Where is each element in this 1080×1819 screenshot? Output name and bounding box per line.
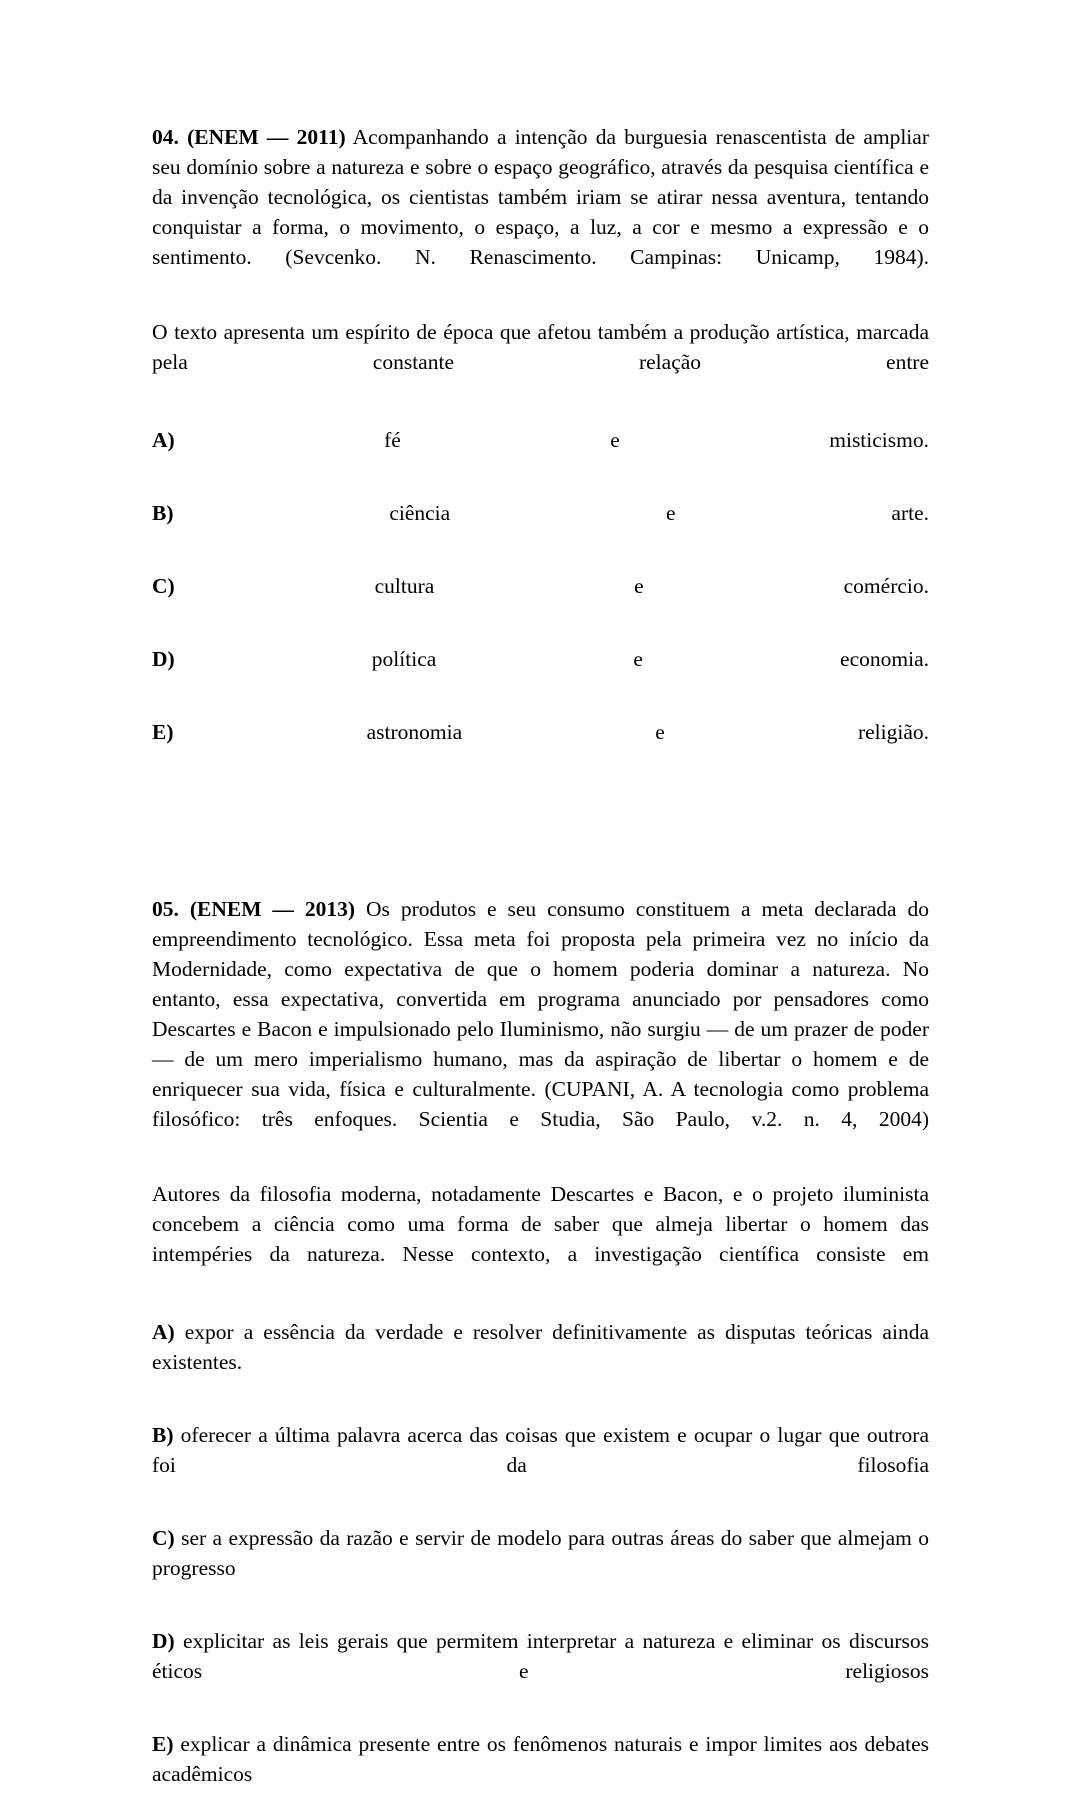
question-04-option-b-letter: B) (152, 501, 174, 525)
question-04-option-b[interactable] (152, 498, 929, 558)
question-05-option-d-letter: D) (152, 1629, 175, 1653)
question-05-option-a[interactable] (152, 1317, 929, 1407)
question-block-04 (152, 122, 929, 777)
question-04-option-b-text: ciência e arte. (389, 501, 929, 525)
question-04-source: (ENEM — 2011) (187, 125, 346, 149)
question-05-option-b[interactable] (152, 1420, 929, 1510)
question-05-option-e[interactable] (152, 1729, 929, 1819)
question-04-number: 04. (152, 125, 179, 149)
question-04-option-c-letter: C) (152, 574, 175, 598)
question-block-05 (152, 894, 929, 1819)
question-04-option-d-letter: D) (152, 647, 175, 671)
question-05-number: 05. (152, 897, 179, 921)
question-04-option-e-text: astronomia e religião. (366, 720, 929, 744)
question-05-option-a-letter: A) (152, 1320, 175, 1344)
question-04-stem-text: Acompanhando a intenção da burguesia renascentista de ampliar seu domínio sobre a natureza e sobre o espaço geográfico, através da pesquisa científica e da invenção tecnológica, os cientistas também iriam se atirar nessa aventura, tentando conquistar a forma, o movimento, o espaço, a luz, a cor e mesmo a expressão e o sentimento. (Sevcenko. N. Renascimento. Campinas: Unicamp, 1984). (152, 125, 929, 269)
question-05-lead: Autores da filosofia moderna, notadamente Descartes e Bacon, e o projeto iluminista concebem a ciência como uma forma de saber que almeja libertar o homem das intempéries da natureza. Nesse contexto, a investigação científica consiste em (152, 1182, 929, 1266)
question-04-option-e[interactable] (152, 717, 929, 777)
question-05-option-e-letter: E) (152, 1732, 174, 1756)
question-05-option-c-letter: C) (152, 1526, 175, 1550)
question-05-option-d-text: explicitar as leis gerais que permitem interpretar a natureza e eliminar os discursos éticos e religiosos (152, 1629, 929, 1683)
question-04-option-a[interactable] (152, 425, 929, 485)
question-04-option-d-text: política e economia. (371, 647, 929, 671)
question-04-option-c-text: cultura e comércio. (374, 574, 929, 598)
question-04-option-c[interactable] (152, 571, 929, 631)
question-04-lead: O texto apresenta um espírito de época que afetou também a produção artística, marcada pela constante relação entre (152, 320, 929, 374)
question-05-stem (152, 894, 929, 1164)
question-separator-spacer (152, 777, 929, 894)
question-05-stem-text: Os produtos e seu consumo constituem a meta declarada do empreendimento tecnológico. Essa meta foi proposta pela primeira vez no início da Modernidade, como expectativa de que o homem poderia dominar a natureza. No entanto, essa expectativa, convertida em programa anunciado por pensadores como Descartes e Bacon e impulsionado pelo Iluminismo, não surgiu — de um prazer de poder — de um mero imperialismo humano, mas da aspiração de libertar o homem e de enriquecer sua vida, física e culturalmente. (CUPANI, A. A tecnologia como problema filosófico: três enfoques. Scientia e Studia, São Paulo, v.2. n. 4, 2004) (152, 897, 930, 1131)
question-05-option-c-text: ser a expressão da razão e servir de modelo para outras áreas do saber que almejam o progresso (152, 1526, 929, 1580)
question-05-option-a-text: expor a essência da verdade e resolver definitivamente as disputas teóricas ainda existentes. (152, 1320, 929, 1374)
question-04-stem (152, 122, 929, 302)
question-05-option-b-text: oferecer a última palavra acerca das coisas que existem e ocupar o lugar que outrora foi da filosofia (152, 1423, 929, 1477)
question-05-source: (ENEM — 2013) (189, 897, 356, 921)
question-05-option-d[interactable] (152, 1626, 929, 1716)
question-04-option-a-text: fé e misticismo. (384, 428, 929, 452)
question-05-option-b-letter: B) (152, 1423, 174, 1447)
document-content-column (152, 122, 929, 1819)
question-05-option-e-text: explicar a dinâmica presente entre os fenômenos naturais e impor limites aos debates acadêmicos (152, 1732, 929, 1786)
question-05-option-c[interactable] (152, 1523, 929, 1613)
question-04-option-a-letter: A) (152, 428, 175, 452)
question-04-option-e-letter: E) (152, 720, 174, 744)
question-04-option-d[interactable] (152, 644, 929, 704)
